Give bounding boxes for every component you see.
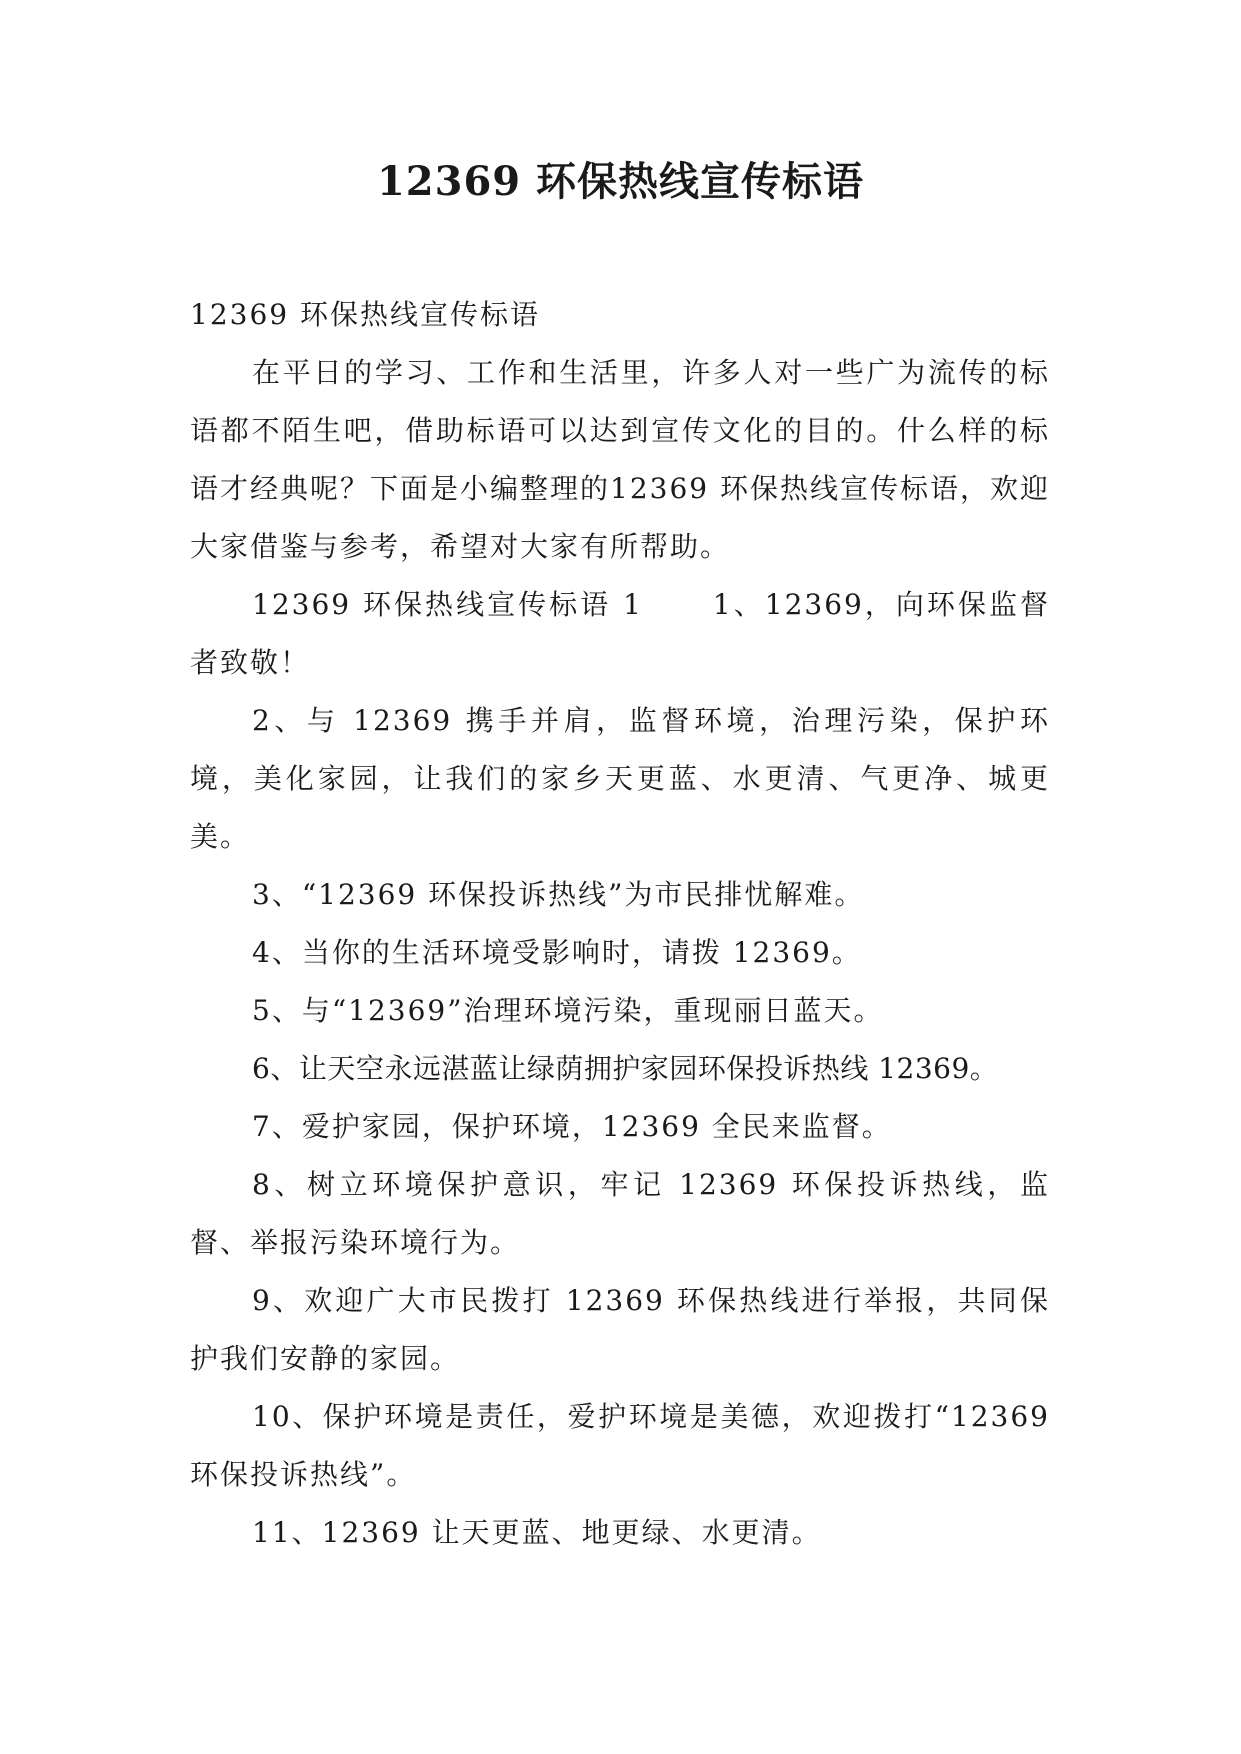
slogan-item-8: 8、树立环境保护意识，牢记 12369 环保投诉热线，监督、举报污染环境行为。 [190,1168,1050,1259]
slogan-item-10: 10、保护环境是责任，爱护环境是美德，欢迎拨打“12369 环保投诉热线”。 [190,1400,1050,1491]
slogan-item-6: 6、让天空永远湛蓝让绿荫拥护家园环保投诉热线 12369。 [252,1052,999,1085]
document-title: 12369 环保热线宣传标语 [376,158,865,205]
slogan-item-11: 11、12369 让天更蓝、地更绿、水更清。 [252,1516,822,1549]
slogan-item-7: 7、爱护家园，保护环境，12369 全民来监督。 [252,1110,892,1143]
document-subtitle: 12369 环保热线宣传标语 [190,298,540,331]
slogan-item-5: 5、与“12369”治理环境污染，重现丽日蓝天。 [252,994,884,1027]
document-body [190,286,1050,1562]
slogan-item-1: 1、12369，向环保监督者致敬！ [190,588,1050,679]
section-heading: 12369 环保热线宣传标语 1 [252,588,643,621]
intro-paragraph: 在平日的学习、工作和生活里，许多人对一些广为流传的标语都不陌生吧，借助标语可以达到宣传文化的目的。什么样的标语才经典呢？下面是小编整理的12369 环保热线宣传标语，欢迎大家借鉴与参考，希望对大家有所帮助。 [190,356,1050,563]
slogan-item-4: 4、当你的生活环境受影响时，请拨 12369。 [252,936,862,969]
slogan-item-3: 3、“12369 环保投诉热线”为市民排忧解难。 [252,878,865,911]
slogan-item-9: 9、欢迎广大市民拨打 12369 环保热线进行举报，共同保护我们安静的家园。 [190,1284,1050,1375]
slogan-item-2: 2、与 12369 携手并肩，监督环境，治理污染，保护环境，美化家园，让我们的家乡天更蓝、水更清、气更净、城更美。 [190,704,1050,853]
slogan-section-1 [190,576,1050,692]
